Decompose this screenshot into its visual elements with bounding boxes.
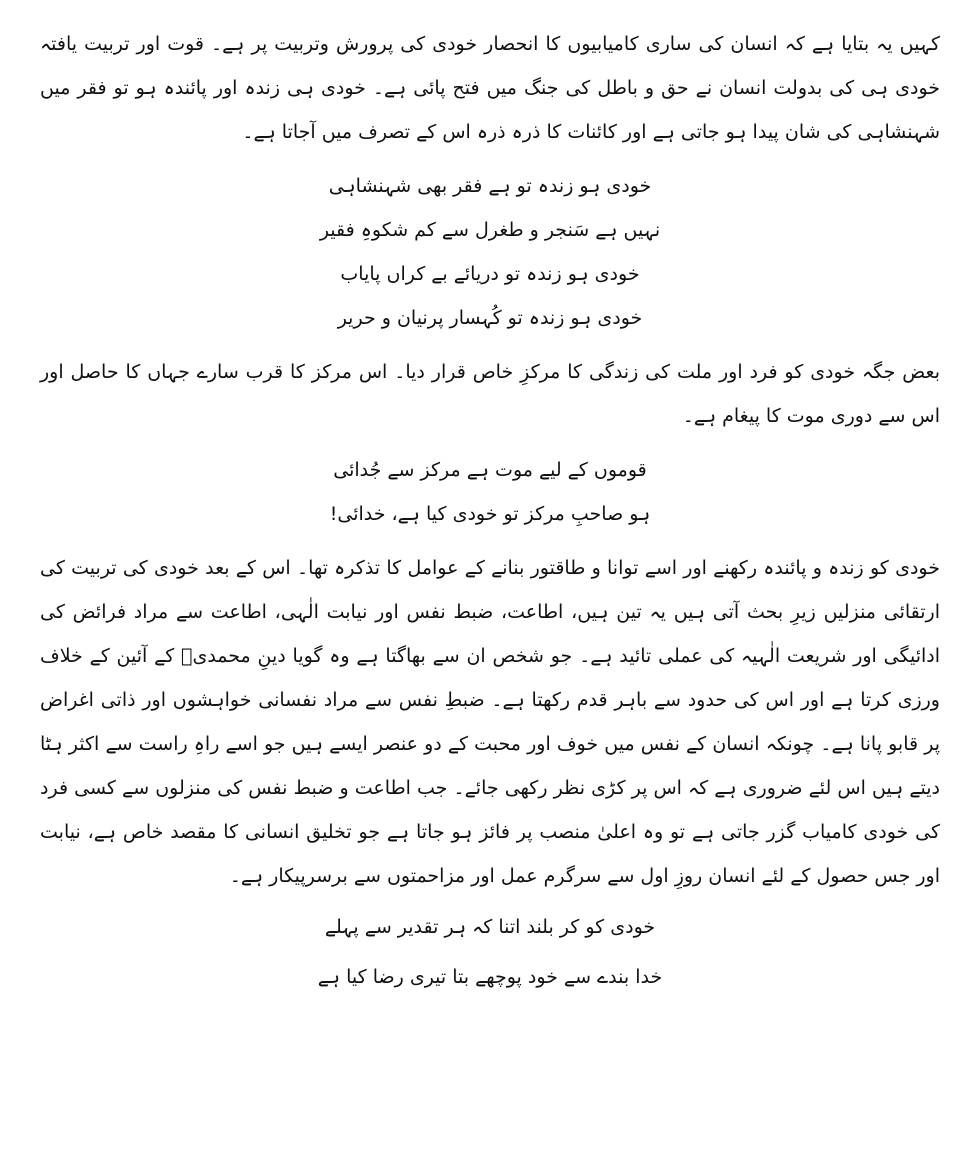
verse-line: خودی کو کر بلند اتنا کہ ہر تقدیر سے پہلے: [324, 916, 656, 938]
verse-line: نہیں ہے سَنجر و طغرل سے کم شکوہِ فقیر: [319, 219, 661, 241]
document-page: [40, 22, 940, 1002]
verse-line: خودی ہو زندہ تو ہے فقر بھی شہنشاہی: [328, 175, 652, 197]
verse-block-khudi-buland: [40, 902, 940, 1002]
verse-line: ہو صاحبِ مرکز تو خودی کیا ہے، خدائی!: [329, 503, 651, 525]
paragraph-tarbiyat: خودی کو زندہ و پائندہ رکھنے اور اسے توانا و طاقتور بنانے کے عوامل کا تذکرہ تھا۔ اس کے بعد خودی کی تربیت کی ارتقائی منزلیں زیرِ بحث آتی ہیں یہ تین ہیں، اطاعت، ضبط نفس اور نیابت الٰہی، اطاعت سے مراد فرائض کی ادائیگی اور شریعت الٰہیہ کی عملی تائید ہے۔ جو شخص ان سے بھاگتا ہے وہ گویا دینِ محمدیؐ کے آئین کے خلاف ورزی کرتا ہے اور اس کی حدود سے باہر قدم رکھتا ہے۔ ضبطِ نفس سے مراد نفسانی خواہشوں اور ذاتی اغراض پر قابو پانا ہے۔ چونکہ انسان کے نفس میں خوف اور محبت کے دو عنصر ایسے ہیں جو اسے راہِ راست سے اکثر ہٹا دیتے ہیں اس لئے ضروری ہے کہ اس پر کڑی نظر رکھی جائے۔ جب اطاعت و ضبط نفس کی منزلوں سے کسی فرد کی خودی کامیاب گزر جاتی ہے تو وہ اعلیٰ منصب پر فائز ہو جاتا ہے جو تخلیق انسانی کا مقصد خاص ہے، نیابت اور جس حصول کے لئے انسان روزِ اول سے سرگرم عمل اور مزاحمتوں سے برسرپیکار ہے۔: [40, 557, 940, 887]
verse-line: خودی ہو زندہ تو کُہسار پرنیان و حریر: [337, 307, 643, 329]
paragraph-intro: کہیں یہ بتایا ہے کہ انسان کی ساری کامیابیوں کا انحصار خودی کی پرورش وتربیت پر ہے۔ قوت اور تربیت یافتہ خودی ہی کی بدولت انسان نے حق و باطل کی جنگ میں فتح پائی ہے۔ خودی ہی زندہ اور پائندہ ہو تو فقر میں شہنشاہی کی شان پیدا ہو جاتی ہے اور کائنات کا ذرہ ذرہ اس کے تصرف میں آجاتا ہے۔: [40, 33, 940, 143]
paragraph-markaz: بعض جگہ خودی کو فرد اور ملت کی زندگی کا مرکزِ خاص قرار دیا۔ اس مرکز کا قرب سارے جہاں کا حاصل اور اس سے دوری موت کا پیغام ہے۔: [40, 361, 940, 427]
verse-line: قوموں کے لیے موت ہے مرکز سے جُدائی: [333, 459, 647, 481]
verse-block-khudi-zinda: [40, 164, 940, 340]
verse-line: خدا بندے سے خود پوچھے بتا تیری رضا کیا ہے: [317, 966, 663, 988]
verse-block-markaz: [40, 448, 940, 536]
verse-line: خودی ہو زندہ تو دریائے بے کراں پایاب: [340, 263, 640, 285]
